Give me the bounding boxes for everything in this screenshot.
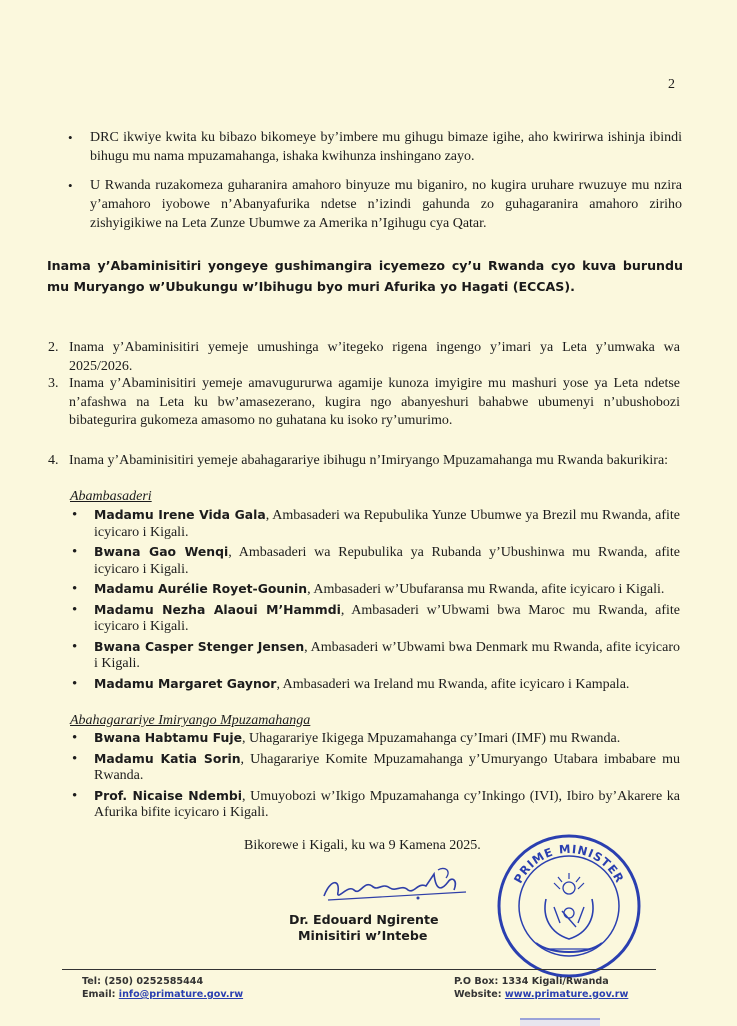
footer-website-link[interactable]: www.primature.gov.rw <box>504 989 629 1000</box>
signature-block <box>281 912 439 944</box>
item-number: 2. <box>48 340 59 355</box>
next-page-edge <box>520 1018 600 1026</box>
list-item <box>70 602 680 636</box>
person-role: , Ambasaderi w’Ubufaransa mu Rwanda, afite icyicaro i Kigali. <box>307 582 665 597</box>
item-number: 4. <box>48 453 59 468</box>
numbered-item-2 <box>48 339 680 376</box>
dateline: Bikorewe i Kigali, ku wa 9 Kamena 2025. <box>244 838 481 853</box>
signer-title: Minisitiri w’Intebe <box>298 928 428 943</box>
list-item <box>70 788 680 822</box>
footer-pobox: P.O Box: 1334 Kigali/Rwanda <box>454 976 609 987</box>
footer-divider <box>62 969 656 970</box>
item-number: 3. <box>48 376 59 391</box>
official-seal-image <box>496 833 642 979</box>
person-role: , Ambasaderi wa Repubulika Yunze Ubumwe ya Brezil mu Rwanda, afite icyicaro i Kigali. <box>94 508 680 540</box>
page-number: 2 <box>668 77 675 92</box>
person-role: , Umuyobozi w’Ikigo Mpuzamahanga cy’Inkingo (IVI), Ibiro by’Akarere ka Afurika bifite icyicaro i Kigali. <box>94 788 680 820</box>
person-role: , Ambasaderi w’Ubwami bwa Denmark mu Rwanda, afite icyicaro i Kigali. <box>94 639 680 671</box>
ambassadors-list <box>70 507 680 696</box>
item-text: Inama y’Abaminisitiri yemeje umushinga w’itegeko rigena ingengo y’imari ya Leta y’umwaka wa 2025/2026. <box>69 340 680 374</box>
signer-name: Dr. Edouard Ngirente <box>289 912 439 927</box>
numbered-item-4 <box>48 452 680 471</box>
list-item <box>70 730 680 748</box>
person-role: , Ambasaderi wa Repubulika ya Rubanda y’Ubushinwa mu Rwanda, afite icyicaro i Kigali. <box>94 545 680 577</box>
list-item <box>70 581 680 599</box>
footer-website-label: Website: <box>454 989 505 1000</box>
organizations-heading: Abahagarariye Imiryango Mpuzamahanga <box>70 713 311 728</box>
footer-email-link[interactable]: info@primature.gov.rw <box>118 989 244 1000</box>
person-role: , Ambasaderi wa Ireland mu Rwanda, afite icyicaro i Kampala. <box>276 676 630 692</box>
person-role: , Ambasaderi w’Ubwami bwa Maroc mu Rwanda, afite icyicaro i Kigali. <box>94 602 681 634</box>
list-item <box>70 751 680 785</box>
signature-image <box>318 862 468 910</box>
footer-email-line <box>82 988 243 1001</box>
organizations-list <box>70 730 680 825</box>
item-text: Inama y’Abaminisitiri yemeje amavugururwa agamije kunoza imyigire mu mashuri yose ya Leta ndetse n’afashwa na Leta ku bw’amasezerano, kugira ngo abanyeshuri bahabwe ubumenyi n’ubushobozi bibategurira gukomeza amasomo no guhatana ku isoko ry’umurimo. <box>69 376 680 428</box>
person-name: Bwana Habtamu Fuje <box>94 730 242 745</box>
list-item <box>70 676 680 694</box>
intro-bullet-list <box>56 128 682 243</box>
person-name: Madamu Katia Sorin <box>94 750 241 766</box>
person-name: Bwana Casper Stenger Jensen <box>94 638 305 654</box>
list-item <box>70 544 680 578</box>
person-name: Madamu Irene Vida Gala <box>94 507 266 522</box>
eccas-statement: Inama y’Abaminisitiri yongeye gushimangira icyemezo cy’u Rwanda cyo kuva burundu mu Muryango w’Ubukungu w’Ibihugu byo muri Afurika yo Hagati (ECCAS). <box>47 258 683 294</box>
list-item <box>70 639 680 673</box>
person-name: Madamu Margaret Gaynor <box>94 675 277 691</box>
footer-website-line <box>454 988 628 1001</box>
person-name: Prof. Nicaise Ndembi <box>94 787 242 803</box>
list-item <box>70 507 680 541</box>
footer-email-label: Email: <box>82 989 119 1000</box>
person-name: Madamu Aurélie Royet-Gounin <box>94 581 308 596</box>
bullet-item: • U Rwanda ruzakomeza guharanira amahoro binyuze mu biganiro, no kugira uruhare rwuzuye mu nzira y’amahoro iyobowe n’Abanyafurika ndetse n’izindi gahunda zo guhagaranira amahoro ziriho zishyigikiwe na Leta Zunze Ubumwe za Amerika n’Igihugu cya Qatar. <box>56 176 682 233</box>
item-text: Inama y’Abaminisitiri yemeje abahagarariye ibihugu n’Imiryango Mpuzamahanga mu Rwanda bakurikira: <box>69 453 669 468</box>
numbered-item-3 <box>48 375 680 431</box>
footer-phone: Tel: (250) 0252585444 <box>82 976 204 987</box>
footer-contact <box>82 975 243 1001</box>
person-role: , Uhagarariye Ikigega Mpuzamahanga cy’Imari (IMF) mu Rwanda. <box>242 731 621 746</box>
seal-text: PRIME MINISTER <box>510 841 628 886</box>
person-role: , Uhagarariye Komite Mpuzamahanga y’Umuryango Utabara imbabare mu Rwanda. <box>94 751 680 783</box>
footer-address <box>454 975 628 1001</box>
ambassadors-heading: Abambasaderi <box>70 489 152 504</box>
person-name: Bwana Gao Wenqi <box>94 544 229 559</box>
bullet-item: • DRC ikwiye kwita ku bibazo bikomeye by’imbere mu gihugu bimaze igihe, aho kwirirwa ishinja ibindi bihugu mu nama mpuzamahanga, ishaka kwihunza inshingano zayo. <box>56 128 682 166</box>
person-name: Madamu Nezha Alaoui M’Hammdi <box>94 601 341 617</box>
